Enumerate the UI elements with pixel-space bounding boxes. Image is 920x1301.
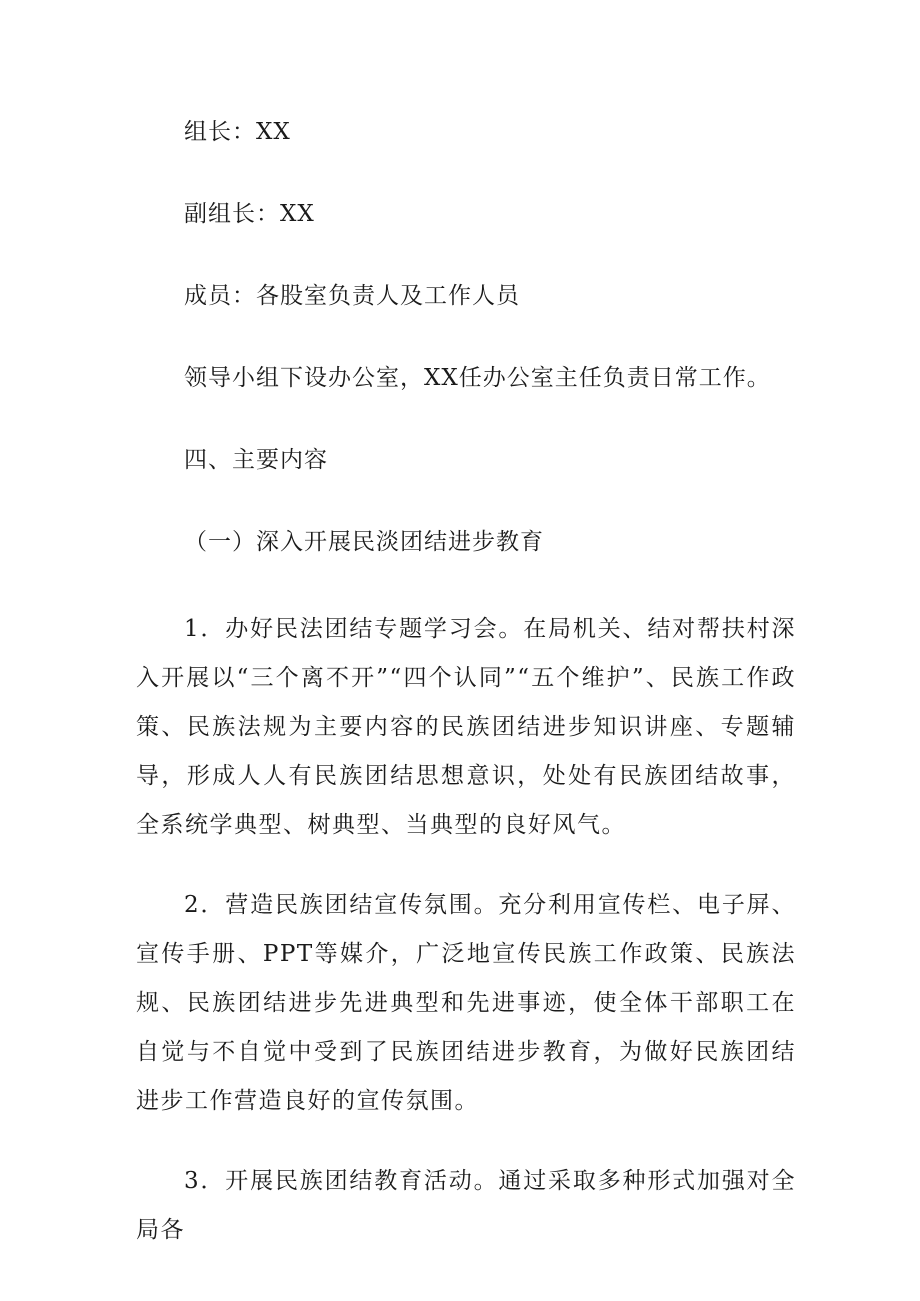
leader-line: 组长：XX [184,119,291,145]
members-line: 成员：各股室负责人及工作人员 [184,283,520,309]
item-1-paragraph: 1．办好民法团结专题学习会。在局机关、结对帮扶村深入开展以“三个离不开”“四个认同”“五个维护”、民族工作政策、民族法规为主要内容的民族团结进步知识讲座、专题辅导，形成人人有民族团结思想意识，处处有民族团结故事，全系统学典型、树典型、当典型的良好风气。 [136,616,796,838]
office-note-line: 领导小组下设办公室，XX任办公室主任负责日常工作。 [184,365,771,391]
subsection-one-heading: （一）深入开展民淡团结进步教育 [184,529,544,555]
item-3-paragraph: 3．开展民族团结教育活动。通过采取多种形式加强对全局各 [136,1168,796,1243]
item-2-paragraph: 2．营造民族团结宣传氛围。充分利用宣传栏、电子屏、宣传手册、PPT等媒介，广泛地宣传民族工作政策、民族法规、民族团结进步先进典型和先进事迹，使全体干部职工在自觉与不自觉中受到了民族团结进步教育，为做好民族团结进步工作营造良好的宣传氛围。 [136,892,796,1114]
deputy-leader-line: 副组长：XX [184,201,315,227]
section-four-heading: 四、主要内容 [184,447,328,473]
